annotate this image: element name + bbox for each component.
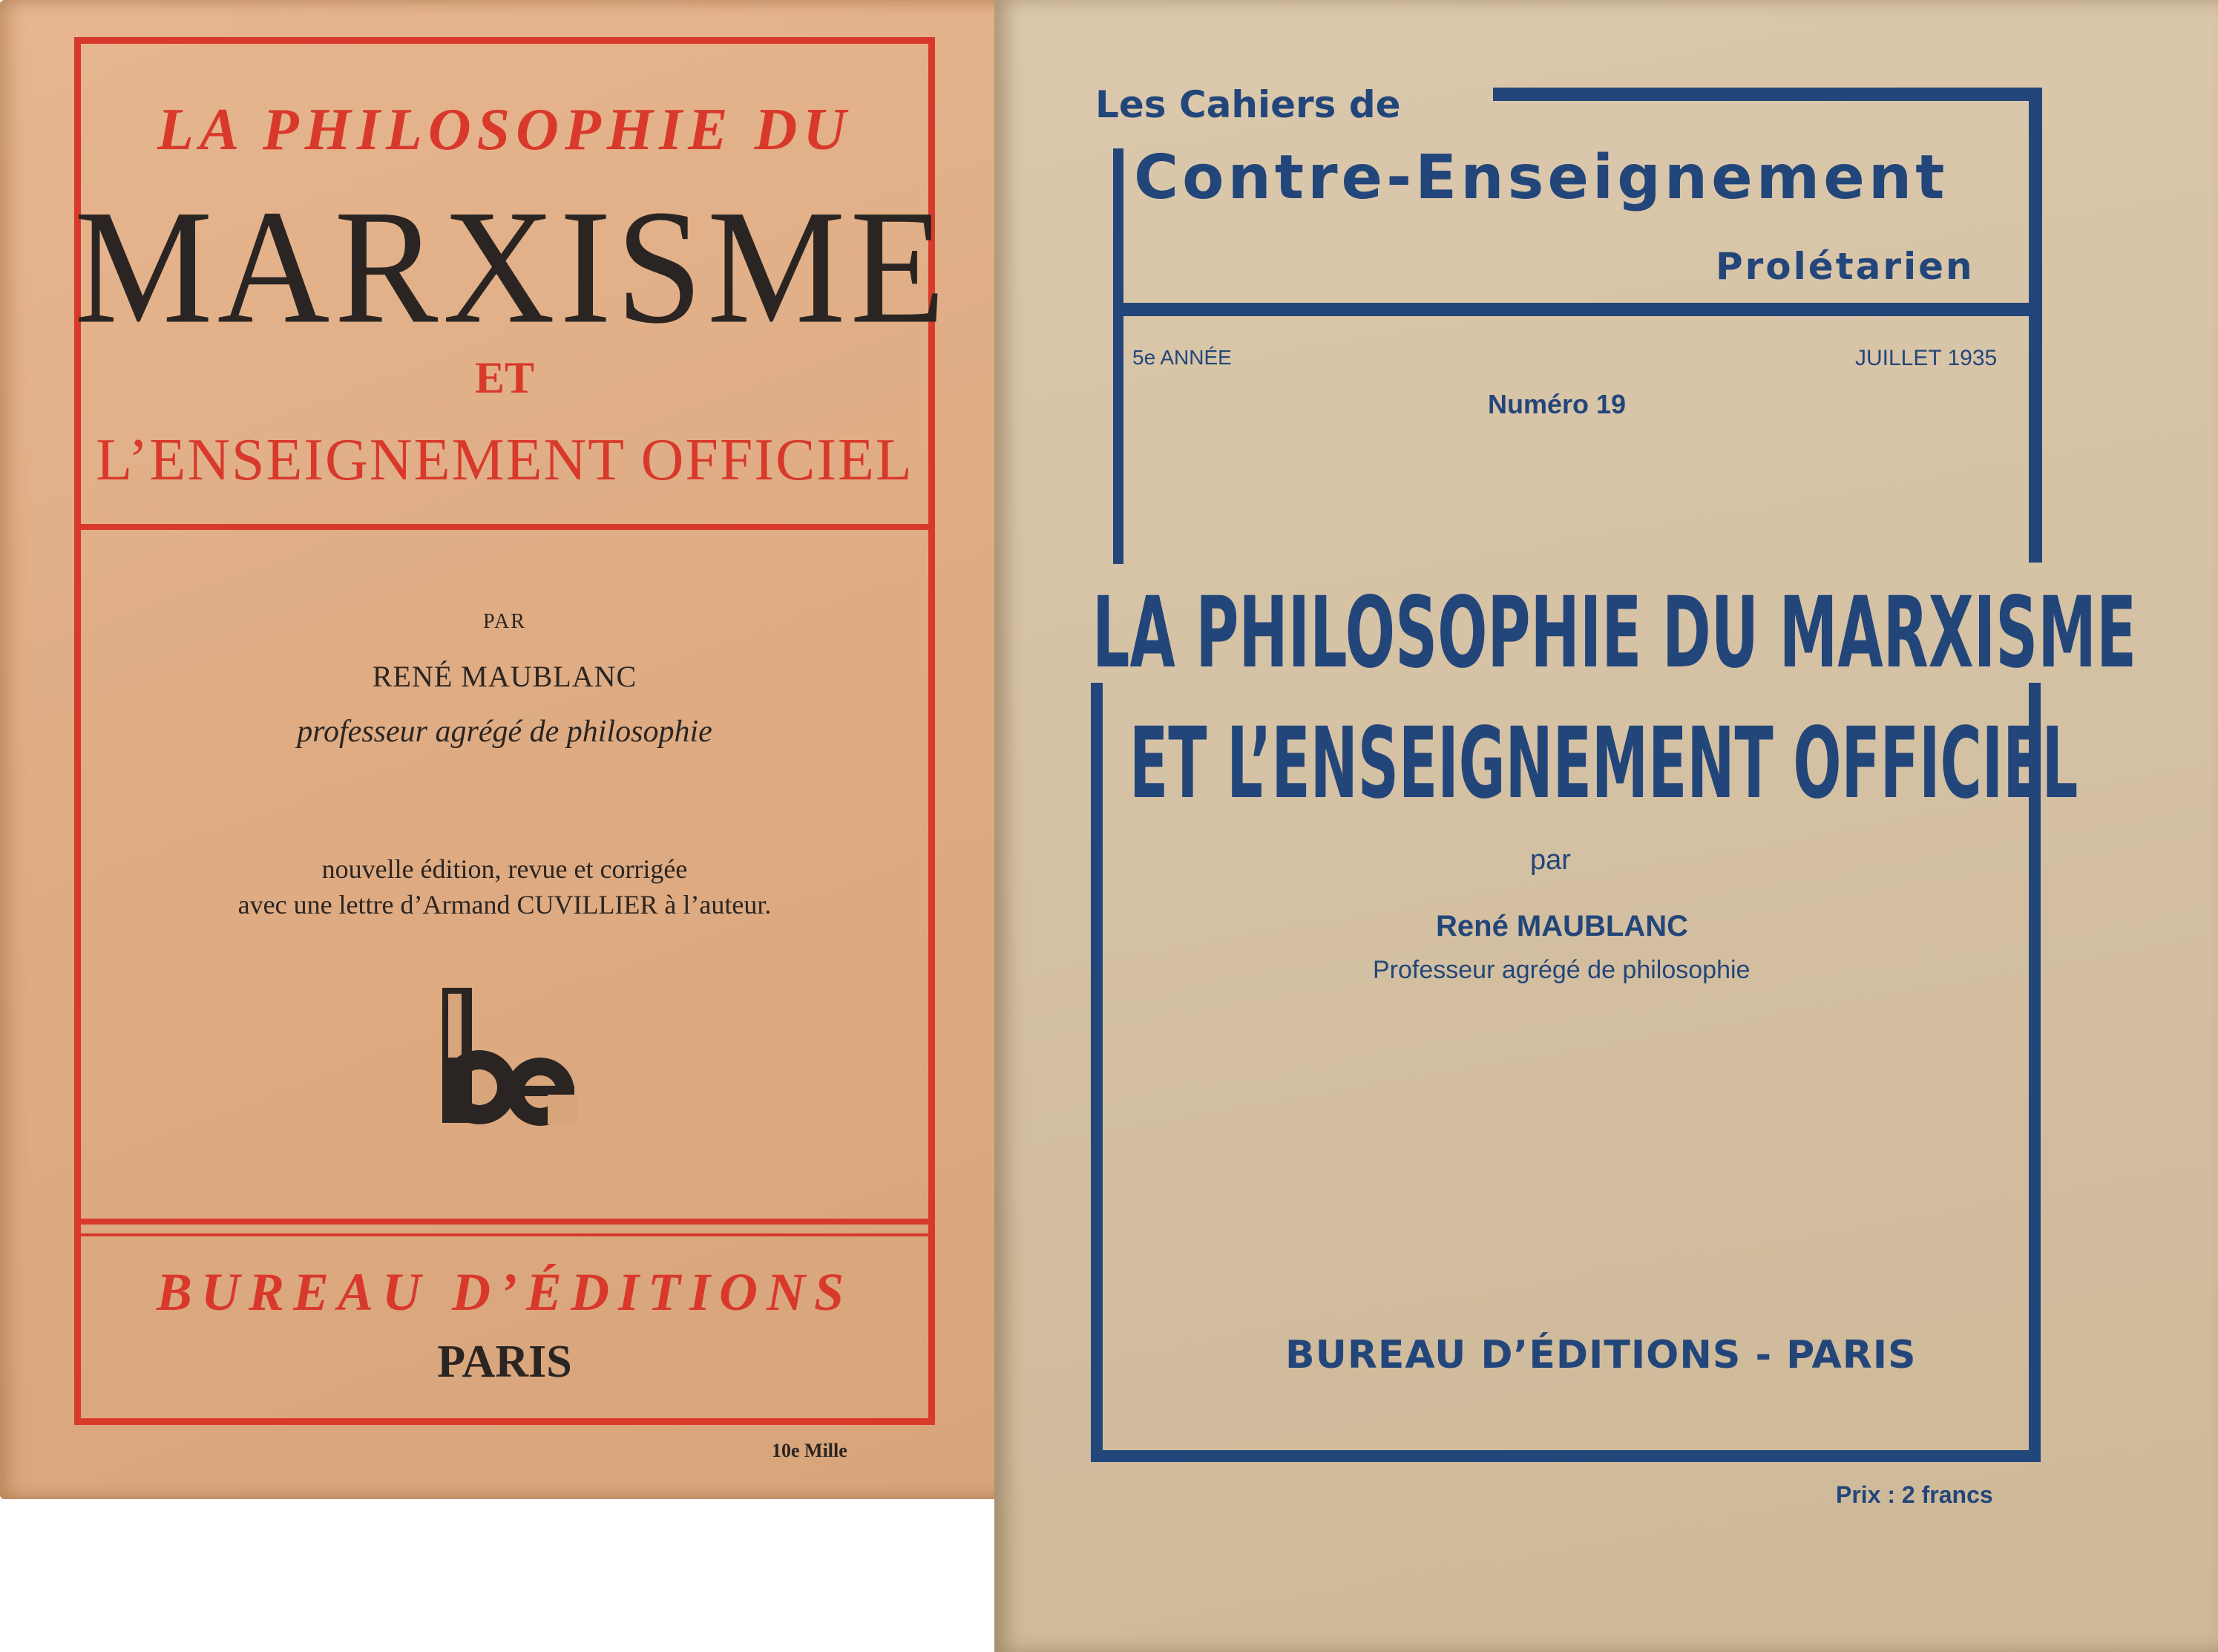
series-name-line3: Prolétarien <box>1716 245 1975 288</box>
publisher-line: BUREAU D’ÉDITIONS - PARIS <box>1285 1333 1917 1377</box>
author-title: Professeur agrégé de philosophie <box>1373 956 1751 984</box>
top-section-divider <box>74 524 935 530</box>
blue-frame-left-lower <box>1091 683 1103 1462</box>
author-name: René MAUBLANC <box>1436 910 1688 943</box>
blue-frame-left-upper <box>1113 148 1123 564</box>
byline-par: PAR <box>483 610 526 633</box>
book-title-line1: LA PHILOSOPHIE DU MARXISME <box>1092 576 2137 690</box>
byline-par: par <box>1530 845 1571 876</box>
author-name: RENÉ MAUBLANC <box>372 660 637 693</box>
blue-frame-right <box>2029 88 2042 563</box>
author-title: professeur agrégé de philosophie <box>297 715 712 749</box>
left-book-cover <box>0 0 1018 1499</box>
blue-frame-top <box>1493 88 2042 101</box>
publisher-be-logo-icon <box>429 983 577 1132</box>
publisher-city: PARIS <box>437 1337 572 1387</box>
edition-note-line1: nouvelle édition, revue et corrigée <box>321 854 688 884</box>
series-divider <box>1113 303 2042 316</box>
price-label: Prix : 2 francs <box>1836 1481 1993 1508</box>
issue-year: 5e ANNÉE <box>1132 346 1232 369</box>
title-line-marxisme: MARXISME <box>74 177 950 358</box>
title-line-et: ET <box>474 353 535 402</box>
title-line-enseignement: L’ENSEIGNEMENT OFFICIEL <box>96 427 913 493</box>
bottom-section-divider <box>74 1219 935 1225</box>
book-title-line2: ET L’ENSEIGNEMENT OFFICIEL <box>1129 707 2078 821</box>
title-line-philosophie: LA PHILOSOPHIE DU <box>157 97 853 163</box>
issue-date: JUILLET 1935 <box>1855 346 1998 370</box>
blue-frame-bottom <box>1091 1450 2041 1462</box>
bottom-section-divider-inner <box>74 1233 935 1236</box>
issue-number: Numéro 19 <box>1488 389 1627 419</box>
printing-number: 10e Mille <box>772 1440 847 1461</box>
series-name-line1: Les Cahiers de <box>1095 83 1401 126</box>
edition-note-line2: avec une lettre d’Armand CUVILLIER à l’auteur. <box>237 890 772 920</box>
publisher-name: BUREAU D’ÉDITIONS <box>156 1262 853 1322</box>
series-name-line2: Contre-Enseignement <box>1134 142 1949 213</box>
